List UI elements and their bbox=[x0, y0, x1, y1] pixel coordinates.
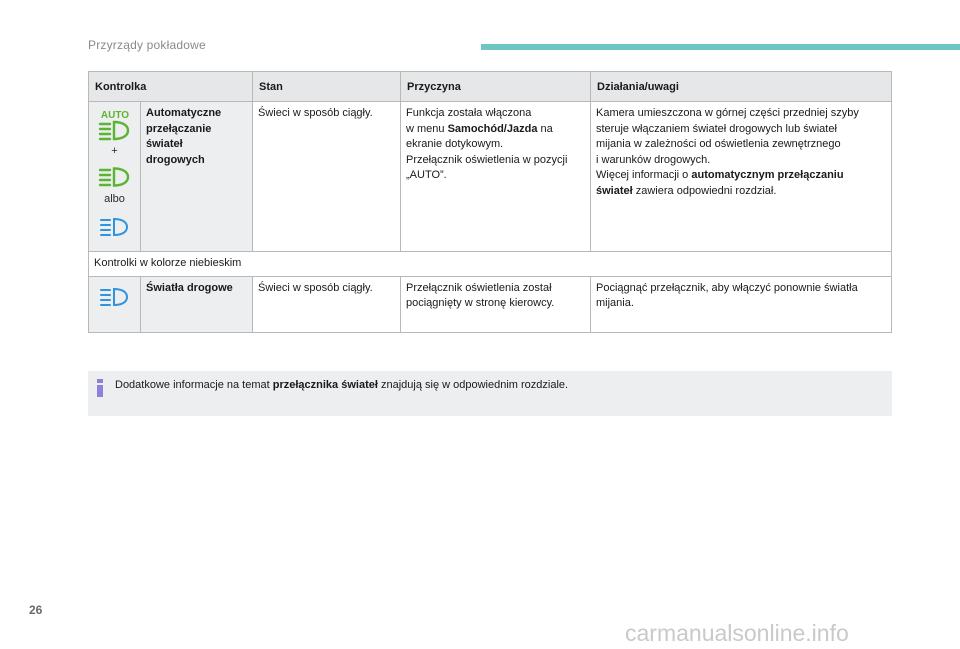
indicator-name-cell bbox=[141, 276, 253, 332]
action-text: steruje włączaniem świateł drogowych lub świateł bbox=[596, 122, 837, 135]
info-note-text bbox=[115, 379, 568, 391]
state-cell bbox=[253, 102, 401, 252]
page-number: 26 bbox=[29, 603, 43, 617]
state-text: Świeci w sposób ciągły. bbox=[258, 107, 373, 119]
cause-text: Przełącznik oświetlenia został bbox=[406, 281, 552, 294]
state-cell bbox=[253, 276, 401, 332]
table-subheader-row bbox=[89, 252, 892, 277]
warning-lights-table bbox=[88, 71, 892, 333]
table-row bbox=[89, 102, 892, 252]
indicator-name-line: Automatyczne bbox=[146, 107, 222, 119]
indicator-name-line: drogowych bbox=[146, 153, 205, 166]
action-text: mijania w zależności od oświetlenia zewnętrznego bbox=[596, 138, 841, 150]
cause-text: w menu bbox=[406, 122, 448, 135]
action-text: Więcej informacji o bbox=[596, 169, 692, 181]
table-header-row bbox=[89, 72, 892, 102]
indicator-name-line: świateł bbox=[146, 138, 183, 150]
auto-high-beam-green-icon bbox=[95, 108, 135, 144]
action-text: mijania. bbox=[596, 297, 634, 309]
action-text: i warunków drogowych. bbox=[596, 153, 711, 166]
high-beam-green-icon bbox=[95, 166, 135, 190]
action-text: Kamera umieszczona w górnej części przedniej szyby bbox=[596, 107, 859, 119]
cause-text: Funkcja została włączona bbox=[406, 107, 532, 119]
section-title: Przyrządy pokładowe bbox=[88, 38, 206, 52]
table-row bbox=[89, 276, 892, 332]
high-beam-blue-icon bbox=[95, 215, 135, 239]
action-text: Pociągnąć przełącznik, aby włączyć ponownie światła bbox=[596, 281, 858, 294]
state-text: Świeci w sposób ciągły. bbox=[258, 281, 373, 294]
cause-text: „AUTO”. bbox=[406, 169, 447, 181]
indicator-name-cell bbox=[141, 102, 253, 252]
cause-cell bbox=[401, 102, 591, 252]
plus-label: + bbox=[111, 145, 118, 157]
cause-cell bbox=[401, 276, 591, 332]
note-text: Dodatkowe informacje na temat bbox=[115, 379, 273, 391]
menu-path-text: Samochód/Jazda bbox=[447, 122, 538, 135]
section-accent-bar bbox=[481, 44, 960, 50]
info-note-box bbox=[88, 371, 892, 416]
cause-text: pociągnięty w stronę kierowcy. bbox=[406, 297, 555, 309]
column-header-kontrolka: Kontrolka bbox=[89, 72, 253, 102]
note-text: znajdują się w odpowiednim rozdziale. bbox=[377, 379, 569, 391]
cross-reference-text: świateł bbox=[596, 184, 633, 197]
albo-label: albo bbox=[104, 192, 125, 205]
column-header-stan: Stan bbox=[253, 72, 401, 102]
cross-reference-text: automatycznym przełączaniu bbox=[691, 169, 844, 181]
auto-label-icon: AUTO bbox=[100, 110, 129, 121]
action-cell bbox=[591, 276, 892, 332]
cause-text: Przełącznik oświetlenia w pozycji bbox=[406, 153, 568, 166]
info-icon bbox=[95, 379, 105, 397]
indicator-icons-cell bbox=[89, 276, 141, 332]
watermark: carmanualsonline.info bbox=[625, 620, 849, 646]
high-beam-blue-icon bbox=[95, 285, 135, 309]
column-header-dzialania: Działania/uwagi bbox=[591, 72, 892, 102]
action-text: zawiera odpowiedni rozdział. bbox=[632, 184, 777, 197]
column-header-przyczyna: Przyczyna bbox=[401, 72, 591, 102]
cause-text: ekranie dotykowym. bbox=[406, 138, 504, 150]
note-bold-text: przełącznika świateł bbox=[272, 379, 378, 391]
indicator-name-line: przełączanie bbox=[146, 122, 212, 135]
indicator-name-line: Światła drogowe bbox=[146, 281, 233, 294]
indicator-icons-cell bbox=[89, 102, 141, 252]
blue-indicators-subheader: Kontrolki w kolorze niebieskim bbox=[89, 252, 892, 277]
action-cell bbox=[591, 102, 892, 252]
cause-text: na bbox=[537, 122, 553, 135]
